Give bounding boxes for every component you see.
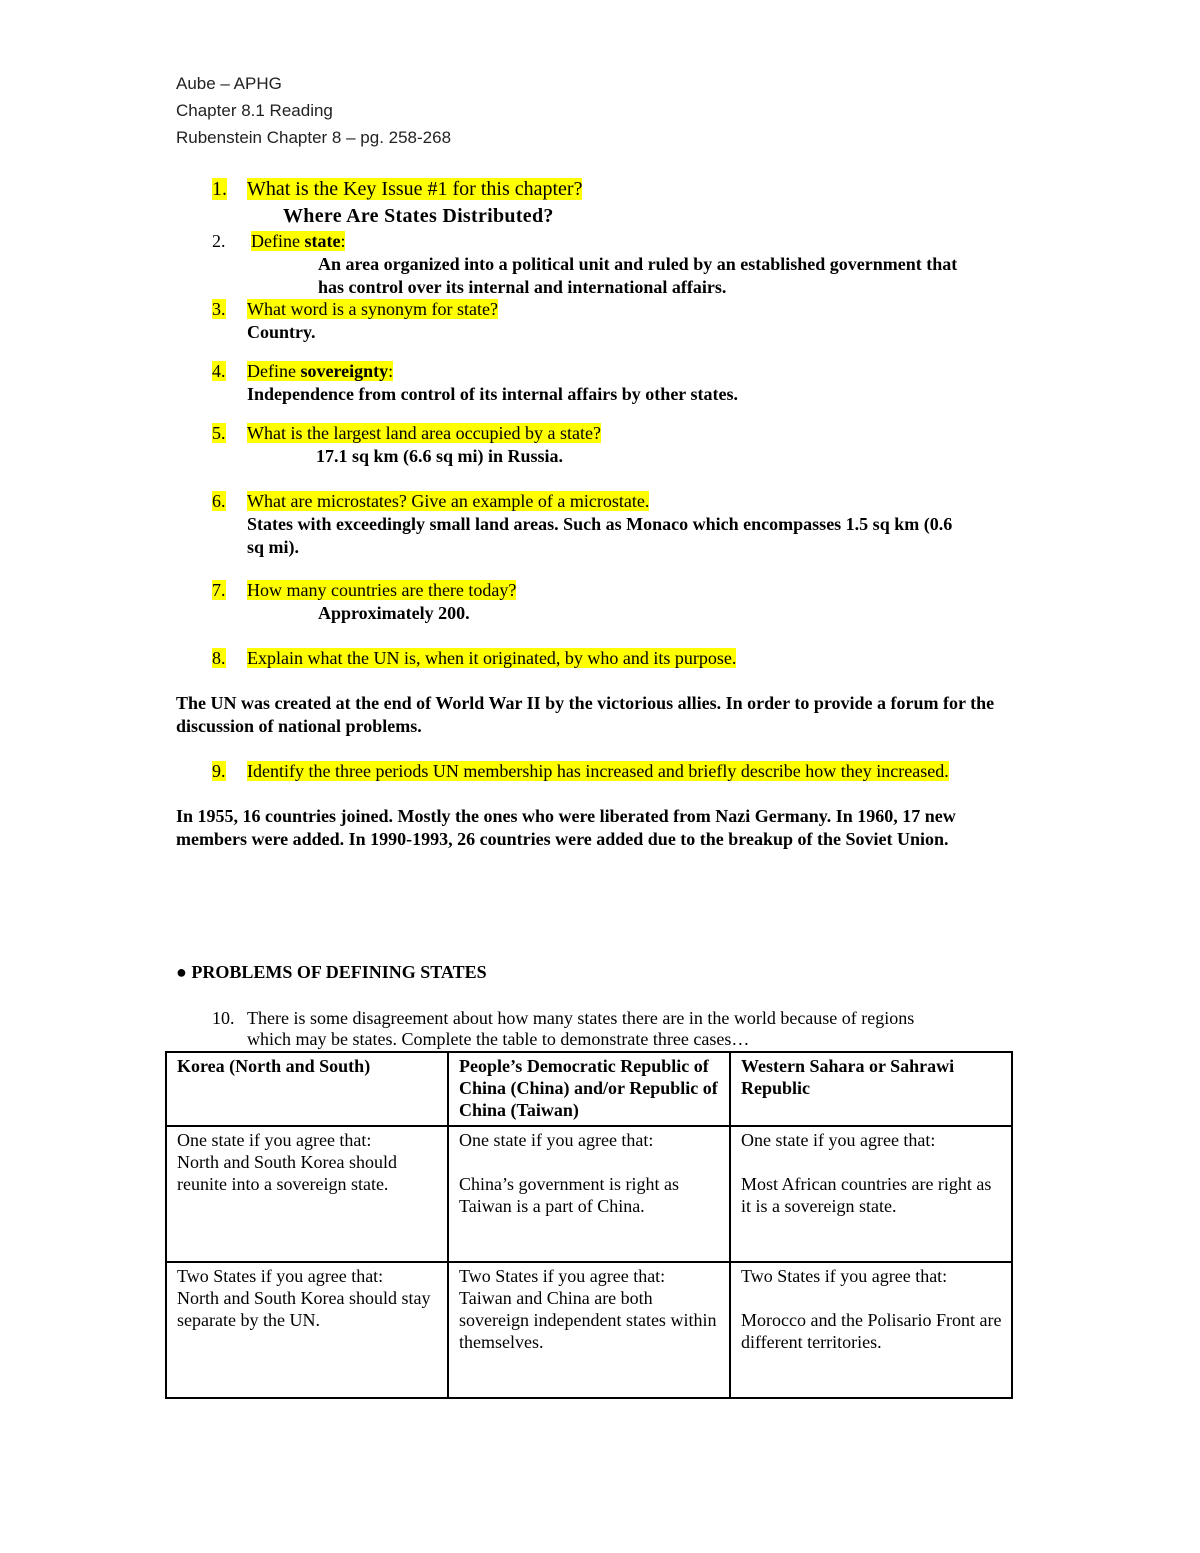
q6-number: 6. xyxy=(212,491,226,511)
q9-number: 9. xyxy=(212,761,226,781)
q3-answer: Country. xyxy=(247,322,316,342)
q6-answer-line2: sq mi). xyxy=(247,537,300,557)
q7-question: How many countries are there today? xyxy=(247,580,517,600)
header-course: Aube – APHG xyxy=(176,74,282,93)
states-table xyxy=(165,1051,1013,1399)
table-row-two-states xyxy=(166,1262,1012,1398)
q6-question: What are microstates? Give an example of a microstate. xyxy=(247,491,650,511)
q4-number: 4. xyxy=(212,361,226,381)
cell-label: One state if you agree that: xyxy=(741,1130,936,1150)
header-china: People’s Democratic Republic of China (China) and/or Republic of China (Taiwan) xyxy=(448,1052,730,1126)
cell-korea-two-states xyxy=(166,1262,448,1398)
cell-text: North and South Korea should stay separate by the UN. xyxy=(177,1288,431,1330)
header-reference: Rubenstein Chapter 8 – pg. 258-268 xyxy=(176,128,452,147)
cell-sahara-one-state xyxy=(730,1126,1012,1262)
q2-answer-line2: has control over its internal and international affairs. xyxy=(318,277,727,297)
table-row-one-state xyxy=(166,1126,1012,1262)
cell-label: One state if you agree that: xyxy=(177,1130,372,1150)
q1-question: What is the Key Issue #1 for this chapter? xyxy=(247,178,583,200)
q6-answer-line1: States with exceedingly small land areas. Such as Monaco which encompasses 1.5 sq km (0.6 xyxy=(247,514,953,534)
cell-china-two-states xyxy=(448,1262,730,1398)
q8-question: Explain what the UN is, when it originated, by who and its purpose. xyxy=(247,648,737,668)
header-chapter: Chapter 8.1 Reading xyxy=(176,101,333,120)
cell-text: North and South Korea should reunite into a sovereign state. xyxy=(177,1152,397,1194)
q4-answer: Independence from control of its internal affairs by other states. xyxy=(247,384,738,404)
q7-answer: Approximately 200. xyxy=(318,603,470,623)
q10-question-line2: which may be states. Complete the table to demonstrate three cases… xyxy=(247,1029,750,1049)
q3-number: 3. xyxy=(212,299,226,319)
q3-question: What word is a synonym for state? xyxy=(247,299,498,319)
q8-number: 8. xyxy=(212,648,226,668)
q2-question: Define state: xyxy=(251,231,346,251)
q10-number: 10. xyxy=(212,1008,235,1028)
cell-text: Morocco and the Polisario Front are different territories. xyxy=(741,1310,1002,1352)
cell-label: One state if you agree that: xyxy=(459,1130,654,1150)
cell-sahara-two-states xyxy=(730,1262,1012,1398)
cell-label: Two States if you agree that: xyxy=(459,1266,666,1286)
cell-korea-one-state xyxy=(166,1126,448,1262)
q2-answer-line1: An area organized into a political unit and ruled by an established government that xyxy=(318,254,958,274)
cell-text: China’s government is right as Taiwan is a part of China. xyxy=(459,1174,679,1216)
q1-number: 1. xyxy=(212,178,227,200)
cell-label: Two States if you agree that: xyxy=(741,1266,948,1286)
q9-question: Identify the three periods UN membership has increased and briefly describe how they increased. xyxy=(247,761,949,781)
header-western-sahara: Western Sahara or Sahrawi Republic xyxy=(730,1052,1012,1126)
header-korea: Korea (North and South) xyxy=(166,1052,448,1126)
q1-answer: Where Are States Distributed? xyxy=(283,205,554,227)
q9-answer: In 1955, 16 countries joined. Mostly the ones who were liberated from Nazi Germany. In 1960, 17 new members were added. In 1990-1993, 26 countries were added due to the breakup of the Soviet Union. xyxy=(176,806,956,849)
q4-question: Define sovereignty: xyxy=(247,361,394,381)
q8-answer: The UN was created at the end of World War II by the victorious allies. In order to provide a forum for the discussion of national problems. xyxy=(176,693,995,736)
q2-number: 2. xyxy=(212,231,226,251)
q5-answer: 17.1 sq km (6.6 sq mi) in Russia. xyxy=(316,446,564,466)
cell-label: Two States if you agree that: xyxy=(177,1266,384,1286)
q5-question: What is the largest land area occupied by a state? xyxy=(247,423,602,443)
q10-question-line1: There is some disagreement about how many states there are in the world because of regions xyxy=(247,1008,915,1028)
cell-china-one-state xyxy=(448,1126,730,1262)
q7-number: 7. xyxy=(212,580,226,600)
q5-number: 5. xyxy=(212,423,226,443)
section-heading: ● PROBLEMS OF DEFINING STATES xyxy=(176,962,487,982)
cell-text: Taiwan and China are both sovereign independent states within themselves. xyxy=(459,1288,717,1352)
cell-text: Most African countries are right as it is a sovereign state. xyxy=(741,1174,992,1216)
table-header-row xyxy=(166,1052,1012,1126)
